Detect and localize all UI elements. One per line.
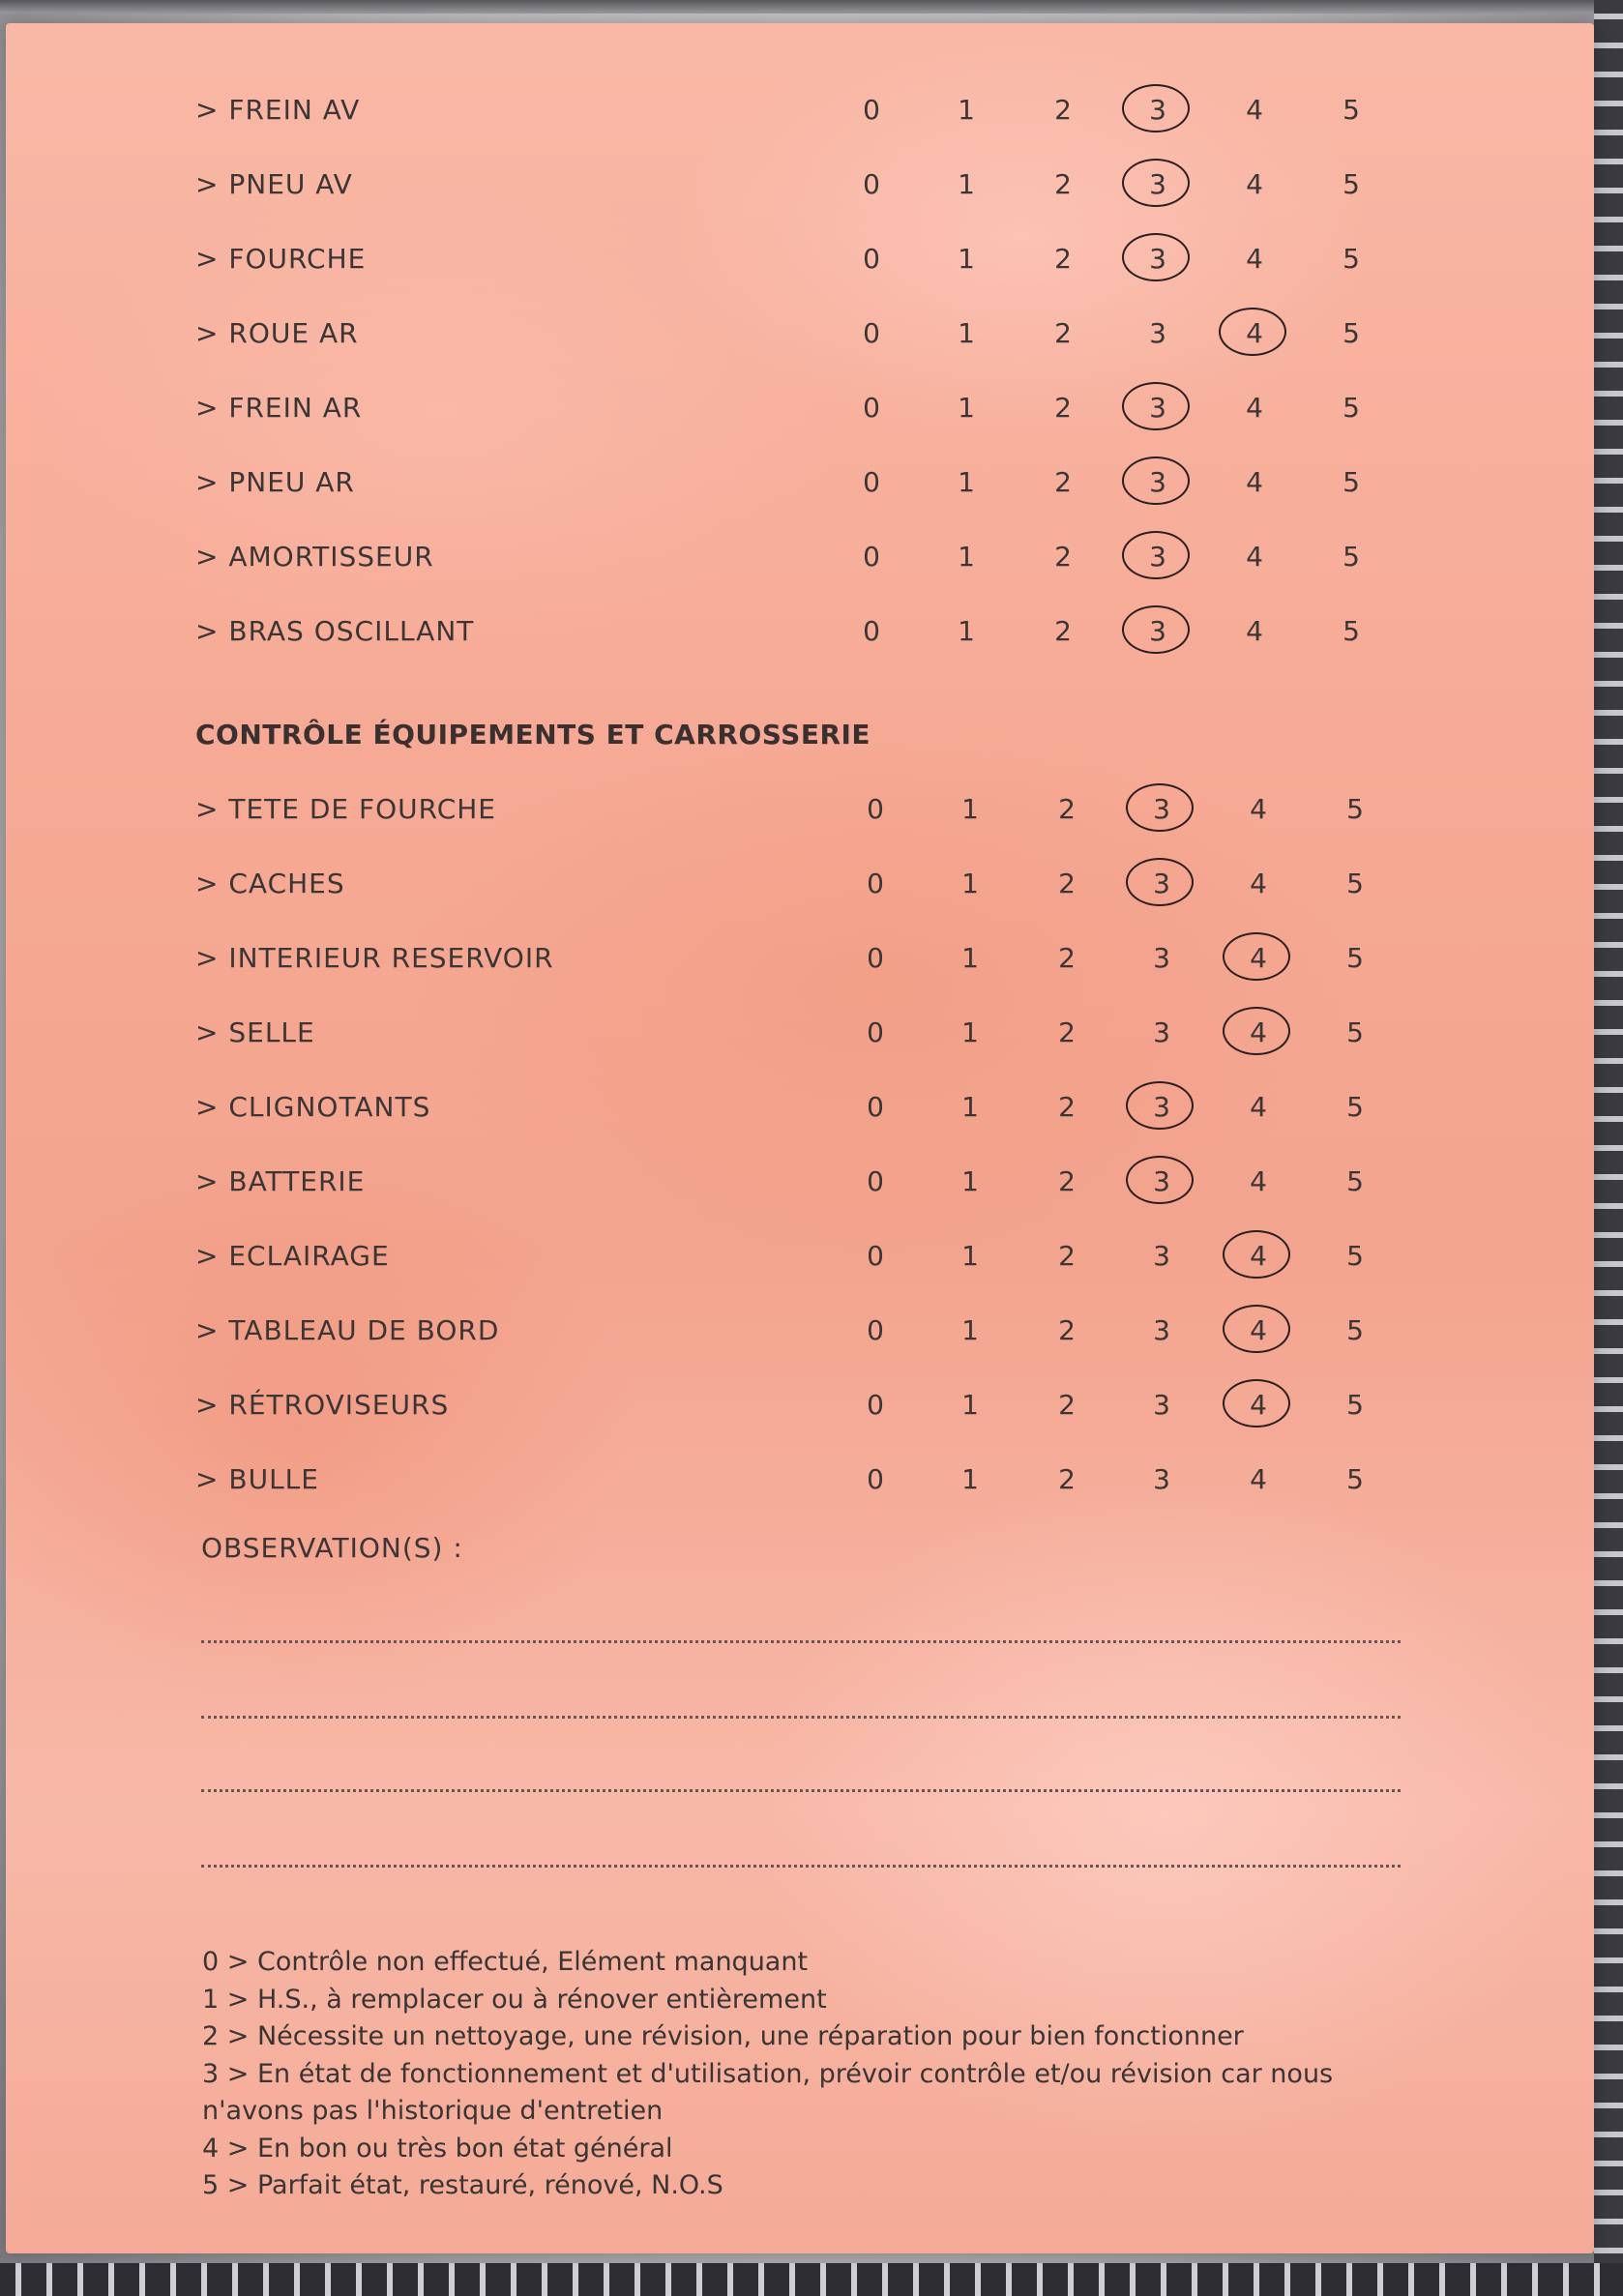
score-option[interactable]: 0 <box>867 1463 884 1495</box>
score-option-selected[interactable]: 4 <box>1234 1004 1283 1062</box>
score-option-selected[interactable]: 3 <box>1134 81 1182 139</box>
score-option[interactable]: 5 <box>1346 1240 1364 1272</box>
score-option[interactable]: 5 <box>1346 1389 1364 1421</box>
rating-legend <box>202 1944 1402 2205</box>
score-option[interactable]: 0 <box>867 942 884 974</box>
score-option[interactable]: 2 <box>1054 615 1072 647</box>
score-option[interactable]: 5 <box>1343 168 1360 200</box>
item-label: > FREIN AR <box>195 392 363 424</box>
checklist-row <box>6 1227 1594 1285</box>
checklist-row <box>6 81 1594 139</box>
score-option-selected[interactable]: 4 <box>1234 929 1283 987</box>
inspection-sheet <box>6 23 1594 2253</box>
item-label: > CLIGNOTANTS <box>195 1091 431 1123</box>
score-option[interactable]: 2 <box>1054 94 1072 126</box>
score-option[interactable]: 4 <box>1250 1463 1267 1495</box>
score-option-selected[interactable]: 3 <box>1134 454 1182 512</box>
score-option-selected[interactable]: 3 <box>1134 156 1182 214</box>
checklist-row <box>6 528 1594 586</box>
score-option[interactable]: 2 <box>1058 1016 1076 1048</box>
legend-line: 3 > En état de fonctionnement et d'utilisation, prévoir contrôle et/ou révision car nous <box>202 2058 1334 2089</box>
score-option[interactable]: 1 <box>961 1314 979 1346</box>
score-option[interactable]: 5 <box>1343 541 1360 573</box>
score-option[interactable]: 4 <box>1246 466 1263 498</box>
score-option[interactable]: 5 <box>1346 1165 1364 1197</box>
score-option[interactable]: 5 <box>1343 615 1360 647</box>
score-option[interactable]: 1 <box>961 1091 979 1123</box>
score-option[interactable]: 2 <box>1058 1389 1076 1421</box>
score-option[interactable]: 3 <box>1153 1240 1170 1272</box>
checklist-row <box>6 230 1594 288</box>
legend-line: 4 > En bon ou très bon état général <box>202 2133 673 2164</box>
score-option[interactable]: 1 <box>961 1463 979 1495</box>
score-option-selected[interactable]: 3 <box>1137 1078 1186 1136</box>
score-option[interactable]: 2 <box>1058 793 1076 825</box>
score-option[interactable]: 3 <box>1153 1463 1170 1495</box>
item-label: > ROUE AR <box>195 317 359 349</box>
score-option[interactable]: 3 <box>1149 317 1166 349</box>
score-option-selected[interactable]: 3 <box>1134 379 1182 437</box>
checklist-row <box>6 929 1594 987</box>
legend-line: 5 > Parfait état, restauré, rénové, N.O.S <box>202 2170 723 2200</box>
score-option[interactable]: 5 <box>1346 1463 1364 1495</box>
score-option[interactable]: 0 <box>863 615 880 647</box>
checklist-row <box>6 1078 1594 1136</box>
score-option[interactable]: 0 <box>863 243 880 275</box>
score-option[interactable]: 4 <box>1246 168 1263 200</box>
score-option[interactable]: 0 <box>867 793 884 825</box>
score-option[interactable]: 0 <box>867 1240 884 1272</box>
checklist-row <box>6 1302 1594 1360</box>
observation-line-4[interactable] <box>201 1865 1401 1868</box>
score-option[interactable]: 2 <box>1054 466 1072 498</box>
score-option[interactable]: 4 <box>1250 1091 1267 1123</box>
score-option[interactable]: 4 <box>1250 793 1267 825</box>
score-option[interactable]: 0 <box>863 94 880 126</box>
score-option[interactable]: 5 <box>1343 94 1360 126</box>
score-option[interactable]: 0 <box>863 317 880 349</box>
score-option[interactable]: 5 <box>1346 1314 1364 1346</box>
score-option[interactable]: 0 <box>863 168 880 200</box>
score-option[interactable]: 5 <box>1346 868 1364 899</box>
score-option[interactable]: 4 <box>1246 392 1263 424</box>
score-option[interactable]: 0 <box>867 1016 884 1048</box>
score-option[interactable]: 0 <box>863 541 880 573</box>
checklist-row <box>6 1451 1594 1509</box>
item-label: > BRAS OSCILLANT <box>195 615 475 647</box>
score-option[interactable]: 4 <box>1246 615 1263 647</box>
score-option[interactable]: 4 <box>1250 868 1267 899</box>
score-option[interactable]: 2 <box>1058 1165 1076 1197</box>
score-option[interactable]: 5 <box>1343 243 1360 275</box>
score-option[interactable]: 2 <box>1058 942 1076 974</box>
item-label: > FREIN AV <box>195 94 361 126</box>
score-option[interactable]: 2 <box>1058 1240 1076 1272</box>
item-label: > RÉTROVISEURS <box>195 1389 450 1421</box>
item-label: > ECLAIRAGE <box>195 1240 390 1272</box>
checklist-row <box>6 454 1594 512</box>
score-option[interactable]: 0 <box>867 868 884 899</box>
item-label: > AMORTISSEUR <box>195 541 434 573</box>
score-option[interactable]: 4 <box>1246 243 1263 275</box>
legend-line: n'avons pas l'historique d'entretien <box>202 2096 664 2126</box>
score-option-selected[interactable]: 3 <box>1134 528 1182 586</box>
score-option-selected[interactable]: 4 <box>1234 1302 1283 1360</box>
score-option-selected[interactable]: 3 <box>1137 780 1186 839</box>
score-option[interactable]: 2 <box>1058 1091 1076 1123</box>
checklist-row <box>6 305 1594 363</box>
score-option-selected[interactable]: 3 <box>1137 855 1186 913</box>
score-option[interactable]: 0 <box>867 1314 884 1346</box>
score-option[interactable]: 1 <box>958 615 975 647</box>
score-option[interactable]: 0 <box>863 466 880 498</box>
score-option[interactable]: 0 <box>867 1165 884 1197</box>
score-option[interactable]: 4 <box>1246 541 1263 573</box>
score-option[interactable]: 5 <box>1346 942 1364 974</box>
score-option[interactable]: 1 <box>961 1389 979 1421</box>
item-label: > BATTERIE <box>195 1165 366 1197</box>
score-option[interactable]: 4 <box>1246 94 1263 126</box>
score-option[interactable]: 0 <box>867 1389 884 1421</box>
sleeve-top-edge <box>0 0 1623 14</box>
score-option[interactable]: 5 <box>1343 392 1360 424</box>
item-label: > INTERIEUR RESERVOIR <box>195 942 554 974</box>
score-option[interactable]: 5 <box>1343 466 1360 498</box>
item-label: > SELLE <box>195 1016 315 1048</box>
score-option[interactable]: 0 <box>867 1091 884 1123</box>
score-option[interactable]: 3 <box>1153 1016 1170 1048</box>
score-option[interactable]: 4 <box>1250 1165 1267 1197</box>
item-label: > TABLEAU DE BORD <box>195 1314 500 1346</box>
checklist-row <box>6 379 1594 437</box>
score-option[interactable]: 2 <box>1054 168 1072 200</box>
score-option-selected[interactable]: 4 <box>1230 305 1279 363</box>
sleeve-binder-holes <box>1594 0 1623 2296</box>
score-option[interactable]: 3 <box>1153 1314 1170 1346</box>
score-option[interactable]: 1 <box>958 541 975 573</box>
checklist-row <box>6 1004 1594 1062</box>
score-option[interactable]: 1 <box>961 942 979 974</box>
score-option[interactable]: 3 <box>1153 942 1170 974</box>
score-option[interactable]: 1 <box>958 168 975 200</box>
item-label: > FOURCHE <box>195 243 367 275</box>
score-option[interactable]: 1 <box>958 466 975 498</box>
item-label: > PNEU AV <box>195 168 353 200</box>
score-option[interactable]: 2 <box>1054 317 1072 349</box>
score-option[interactable]: 1 <box>961 1165 979 1197</box>
score-option[interactable]: 5 <box>1346 793 1364 825</box>
score-option-selected[interactable]: 3 <box>1137 1153 1186 1211</box>
score-option-selected[interactable]: 3 <box>1134 230 1182 288</box>
legend-line: 0 > Contrôle non effectué, Elément manquant <box>202 1947 809 1977</box>
score-option[interactable]: 2 <box>1054 541 1072 573</box>
score-option[interactable]: 1 <box>961 1240 979 1272</box>
checklist-row <box>6 156 1594 214</box>
observation-line-2[interactable] <box>201 1716 1401 1719</box>
score-option[interactable]: 1 <box>961 868 979 899</box>
item-label: > PNEU AR <box>195 466 355 498</box>
score-option-selected[interactable]: 4 <box>1234 1227 1283 1285</box>
item-label: > CACHES <box>195 868 345 899</box>
checklist-row <box>6 603 1594 661</box>
score-option[interactable]: 5 <box>1343 317 1360 349</box>
score-option[interactable]: 5 <box>1346 1016 1364 1048</box>
score-option[interactable]: 1 <box>961 1016 979 1048</box>
legend-line: 2 > Nécessite un nettoyage, une révision, une réparation pour bien fonctionner <box>202 2021 1244 2051</box>
score-option[interactable]: 1 <box>958 317 975 349</box>
score-option-selected[interactable]: 4 <box>1234 1376 1283 1434</box>
score-option[interactable]: 1 <box>958 94 975 126</box>
checklist-row <box>6 1153 1594 1211</box>
section-title-equipment: CONTRÔLE ÉQUIPEMENTS ET CARROSSERIE <box>195 719 871 751</box>
score-option[interactable]: 2 <box>1058 1314 1076 1346</box>
score-option[interactable]: 1 <box>958 243 975 275</box>
observation-line-1[interactable] <box>201 1640 1401 1643</box>
score-option[interactable]: 2 <box>1054 243 1072 275</box>
score-option[interactable]: 1 <box>958 392 975 424</box>
score-option[interactable]: 0 <box>863 392 880 424</box>
checklist-row <box>6 855 1594 913</box>
score-option[interactable]: 2 <box>1054 392 1072 424</box>
item-label: > BULLE <box>195 1463 319 1495</box>
legend-line: 1 > H.S., à remplacer ou à rénover entièrement <box>202 1984 827 2015</box>
observation-line-3[interactable] <box>201 1789 1401 1792</box>
score-option[interactable]: 2 <box>1058 1463 1076 1495</box>
sleeve-bottom-edge <box>0 2263 1623 2296</box>
score-option[interactable]: 1 <box>961 793 979 825</box>
score-option[interactable]: 5 <box>1346 1091 1364 1123</box>
checklist-row <box>6 780 1594 839</box>
score-option-selected[interactable]: 3 <box>1134 603 1182 661</box>
score-option[interactable]: 3 <box>1153 1389 1170 1421</box>
observations-label: OBSERVATION(S) : <box>201 1532 463 1564</box>
score-option[interactable]: 2 <box>1058 868 1076 899</box>
item-label: > TETE DE FOURCHE <box>195 793 496 825</box>
checklist-row <box>6 1376 1594 1434</box>
